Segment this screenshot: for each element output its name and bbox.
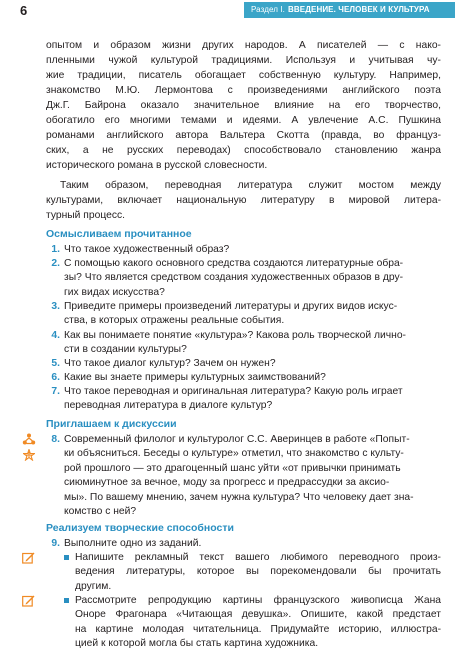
- text-line: опытом и образом жизни других народов. А писателей — с нако-: [46, 40, 441, 51]
- pencil-task-icon: [22, 594, 35, 607]
- bullet-square: [64, 555, 69, 560]
- text-line: Какие вы знаете примеры культурных заимствований?: [64, 372, 326, 383]
- text-line: комство с ней?: [64, 505, 137, 517]
- text-line: гих видах искусства?: [64, 286, 165, 298]
- text-line: цией к которой могла бы стать картина художника.: [75, 638, 319, 650]
- question-number: 8.: [51, 434, 60, 445]
- text-line: Таким образом, переводная литература служит мостом между: [60, 180, 441, 191]
- text-line: Рассмотрите репродукцию картины французского живописца Жана: [75, 595, 441, 606]
- text-line: Что такое художественный образ?: [64, 244, 230, 255]
- section-title: ВВЕДЕНИЕ. ЧЕЛОВЕК И КУЛЬТУРА: [288, 5, 430, 14]
- text-line: мы». По вашему мнению, зачем нужна культура? Что человеку дает зна-: [64, 491, 414, 503]
- text-line: ских, а не русских переводах) способствовало становлению жанра: [46, 145, 441, 156]
- discussion-people-icon: [22, 433, 36, 446]
- text-line: переводная литература в диалоге культур?: [64, 400, 273, 412]
- text-line: рой прошлого — это драгоценный шанс уйти «от привычки принимать: [64, 462, 401, 474]
- text-line: Современный филолог и культуролог С.С. Аверинцев в работе «Попыт-: [64, 434, 410, 445]
- bullet-square: [64, 598, 69, 603]
- text-line: на картине молодая читательница. Придумайте историю, иллюстра-: [75, 623, 441, 635]
- intro-paragraph-1: [46, 38, 441, 173]
- question-number: 3.: [51, 301, 60, 312]
- text-line: Выполните одно из заданий.: [64, 538, 202, 549]
- text-line: Что такое переводная и оригинальная литература? Какую роль играет: [64, 386, 403, 397]
- question-number: 2.: [51, 258, 60, 269]
- question-number: 7.: [51, 386, 60, 397]
- text-line: романами английского автора Вальтера Скотта (правда, во француз-: [46, 130, 441, 141]
- text-line: сиюминутное за вечное, моду за прогресс и предрассудки за аксио-: [64, 477, 390, 489]
- text-line: Оноре Фрагонара «Читающая девушка». Опишите, какой предстает: [75, 609, 441, 621]
- section-heading-creative: Реализуем творческие способности: [46, 522, 234, 534]
- question-number: 9.: [51, 538, 60, 549]
- text-line: Дж.Г. Байрона оказало значительное влияние на его творчество,: [46, 100, 441, 111]
- text-line: жие традиции, писатель обогащает собственную культуру. Например,: [46, 70, 441, 81]
- text-line: Что такое диалог культур? Зачем он нужен?: [64, 358, 276, 369]
- star-icon: [23, 449, 35, 461]
- pencil-task-icon: [22, 551, 35, 564]
- text-line: культурами, включает национальную литературу в мировой литера-: [46, 195, 441, 206]
- text-line: С помощью какого основного средства создаются литературные обра-: [64, 258, 404, 269]
- section-heading-understanding: Осмысливаем прочитанное: [46, 228, 192, 240]
- running-header: [244, 2, 455, 18]
- text-line: исторического романа в русской словесности.: [46, 160, 268, 171]
- text-line: знакомство М.Ю. Лермонтова с произведениями английского поэта: [46, 85, 441, 96]
- section-label: Раздел I.: [251, 5, 286, 14]
- text-line: турный процесс.: [46, 210, 125, 221]
- text-line: Приведите примеры произведений литературы и других видов искус-: [64, 301, 398, 312]
- text-line: пленными чужой культурой традициями. Используя и учитывая чу-: [46, 55, 441, 66]
- text-line: зы? Что является средством создания художественных образов в дру-: [64, 272, 404, 284]
- text-line: обогатило его многими темами и идеями. А увлечение А.С. Пушкина: [46, 115, 441, 126]
- section-heading-discussion: Приглашаем к дискуссии: [46, 418, 177, 430]
- intro-paragraph-2: [46, 178, 441, 223]
- text-line: ведения литературы, которое вы порекомендовали бы прочитать: [75, 566, 441, 578]
- text-line: другим.: [75, 580, 112, 592]
- question-number: 5.: [51, 358, 60, 369]
- question-number: 1.: [51, 244, 60, 255]
- question-number: 4.: [51, 330, 60, 341]
- text-line: ки объясниться. Беседы о культуре» отметил, что знакомство с культу-: [64, 448, 404, 460]
- text-line: сти в создании культуры?: [64, 344, 187, 356]
- page-number: 6: [20, 3, 28, 18]
- question-number: 6.: [51, 372, 60, 383]
- text-line: Как вы понимаете понятие «культура»? Какова роль творческой лично-: [64, 330, 406, 341]
- text-line: Напишите рекламный текст вашего любимого переводного произ-: [75, 552, 441, 563]
- text-line: ства, в которых отражены реальные события.: [64, 315, 285, 327]
